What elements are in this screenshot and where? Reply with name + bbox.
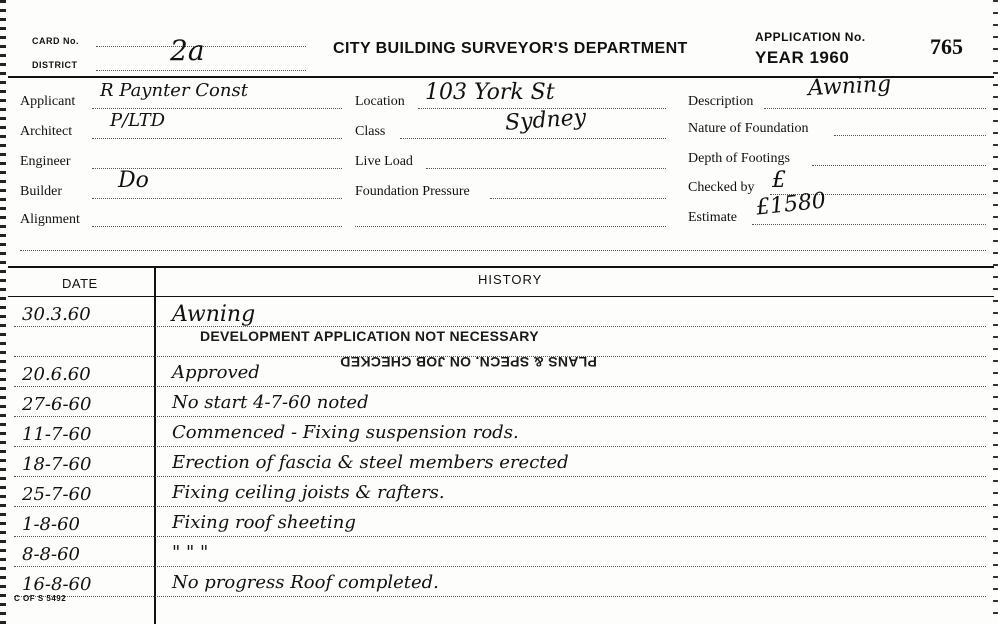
history-date: 18-7-60 [22,454,92,475]
history-entry: Awning [172,302,256,327]
class-line [400,138,666,139]
history-row-line [14,566,986,567]
history-row-line [14,596,986,597]
history-row-line [14,476,986,477]
history-entry: No start 4-7-60 noted [172,392,369,413]
history-date: 30.3.60 [22,304,91,325]
fields-bottom-line [20,250,986,251]
history-entry: " " " [172,542,209,563]
district-value: 2a [170,34,205,67]
date-header: DATE [62,276,98,291]
nature-foundation-line [834,135,986,136]
alignment-line [92,226,342,227]
location-value: 103 York St [425,80,555,105]
alignment-label: Alignment [20,212,80,227]
live-load-line [426,168,666,169]
checked-by-label: Checked by [688,180,755,195]
application-no-label: APPLICATION No. [755,30,866,44]
history-date: 8-8-60 [22,544,80,565]
perforated-left-edge [0,0,6,624]
depth-footings-label: Depth of Footings [688,151,790,166]
location-label: Location [355,94,405,109]
builder-line [92,198,342,199]
history-date: 25-7-60 [22,484,92,505]
year: YEAR 1960 [755,48,850,67]
applicant-value: R Paynter Const [100,80,248,101]
class-label: Class [355,124,386,139]
applicant-line [92,108,342,109]
date-column-divider [154,266,156,624]
development-stamp: DEVELOPMENT APPLICATION NOT NECESSARY [200,328,539,344]
builder-value: Do [118,168,149,193]
history-row-line [14,386,986,387]
history-date: 1-8-60 [22,514,80,535]
architect-line [92,138,342,139]
architect-value: P/LTD [110,110,166,131]
history-entry: Fixing ceiling joists & rafters. [172,482,445,503]
location-value-city: Sydney [504,105,587,136]
checked-by-value: £ [772,168,786,193]
application-no: 765 [930,34,963,59]
builder-label: Builder [20,184,62,199]
history-date: 11-7-60 [22,424,92,445]
estimate-line [752,224,986,225]
district-label: DISTRICT [32,60,78,70]
history-entry: Erection of fascia & steel members erected [172,452,569,473]
live-load-label: Live Load [355,154,413,169]
perforated-right-edge [993,0,998,624]
history-entry: Fixing roof sheeting [172,512,356,533]
applicant-label: Applicant [20,94,76,109]
nature-foundation-label: Nature of Foundation [688,121,809,136]
history-row-line [14,326,986,327]
history-entry: Approved [172,362,260,383]
history-row-line [14,536,986,537]
history-entry: Commenced - Fixing suspension rods. [172,422,519,443]
foundation-pressure-label: Foundation Pressure [355,184,470,199]
estimate-value: £1580 [754,188,828,221]
history-date: 20.6.60 [22,364,91,385]
column2-blank-line [355,226,666,227]
history-row-line [14,416,986,417]
department-title: CITY BUILDING SURVEYOR'S DEPARTMENT [333,40,688,57]
engineer-label: Engineer [20,154,71,169]
history-row-line [14,506,986,507]
history-row-line [14,446,986,447]
history-date: 16-8-60 [22,574,92,595]
history-header: HISTORY [478,272,543,287]
district-line [96,70,306,71]
estimate-label: Estimate [688,210,737,225]
description-line [764,108,986,109]
form-code: C OF S 5492 [14,594,67,603]
depth-footings-line [812,165,986,166]
plans-checked-stamp: PLANS & SPECN. ON JOB CHECKED [340,354,597,370]
history-date: 27-6-60 [22,394,92,415]
architect-label: Architect [20,124,73,139]
description-label: Description [688,94,754,109]
card-no-label: CARD No. [32,36,79,46]
foundation-pressure-line [490,198,666,199]
history-entry: No progress Roof completed. [172,572,439,593]
description-value: Awning [807,71,892,102]
